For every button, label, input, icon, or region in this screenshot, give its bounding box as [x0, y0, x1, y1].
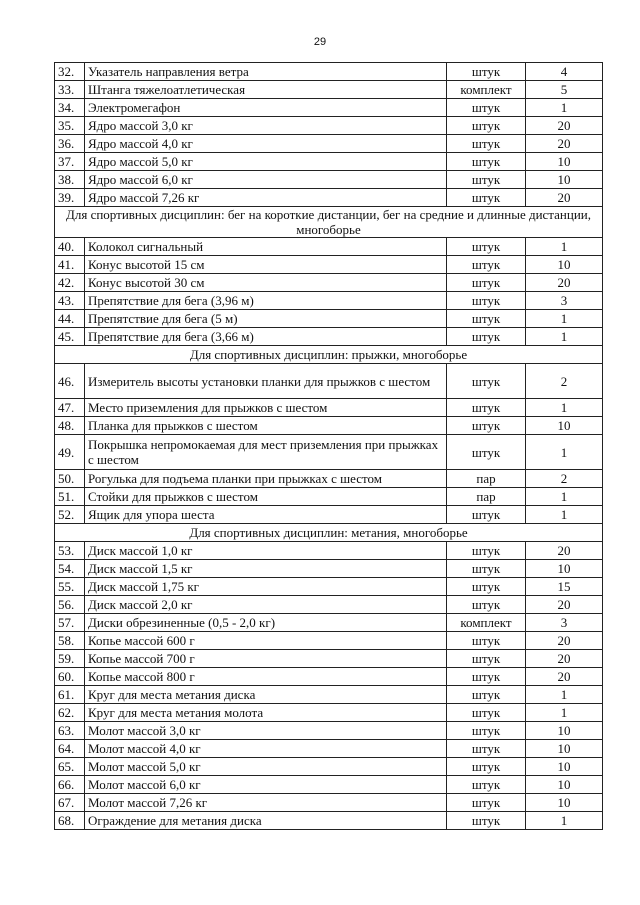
- item-quantity: 10: [526, 417, 603, 435]
- item-quantity: 10: [526, 740, 603, 758]
- item-number: 33.: [55, 81, 85, 99]
- item-quantity: 2: [526, 364, 603, 399]
- item-quantity: 10: [526, 758, 603, 776]
- item-name: Ядро массой 7,26 кг: [85, 189, 447, 207]
- item-quantity: 15: [526, 578, 603, 596]
- item-number: 58.: [55, 632, 85, 650]
- item-number: 38.: [55, 171, 85, 189]
- item-unit: штук: [447, 310, 526, 328]
- item-unit: пар: [447, 488, 526, 506]
- item-quantity: 4: [526, 63, 603, 81]
- section-title: Для спортивных дисциплин: метания, многоборье: [55, 524, 603, 542]
- table-row: [55, 470, 603, 488]
- item-name: Ядро массой 4,0 кг: [85, 135, 447, 153]
- item-quantity: 1: [526, 704, 603, 722]
- item-number: 49.: [55, 435, 85, 470]
- equipment-table-body: [55, 63, 603, 830]
- table-row: [55, 758, 603, 776]
- item-number: 42.: [55, 274, 85, 292]
- item-quantity: 10: [526, 776, 603, 794]
- item-quantity: 1: [526, 310, 603, 328]
- table-row: [55, 274, 603, 292]
- table-row: [55, 506, 603, 524]
- item-unit: штук: [447, 758, 526, 776]
- table-row: [55, 117, 603, 135]
- item-number: 41.: [55, 256, 85, 274]
- item-number: 53.: [55, 542, 85, 560]
- item-unit: комплект: [447, 614, 526, 632]
- item-name: Молот массой 4,0 кг: [85, 740, 447, 758]
- item-quantity: 1: [526, 435, 603, 470]
- item-unit: штук: [447, 812, 526, 830]
- section-header-row: [55, 207, 603, 238]
- item-name: Измеритель высоты установки планки для прыжков с шестом: [85, 364, 447, 399]
- item-quantity: 1: [526, 399, 603, 417]
- item-quantity: 20: [526, 632, 603, 650]
- item-quantity: 1: [526, 506, 603, 524]
- item-name: Электромегафон: [85, 99, 447, 117]
- table-row: [55, 776, 603, 794]
- item-name: Копье массой 700 г: [85, 650, 447, 668]
- table-row: [55, 256, 603, 274]
- item-unit: штук: [447, 189, 526, 207]
- section-title: Для спортивных дисциплин: бег на короткие дистанции, бег на средние и длинные дистанции, многоборье: [55, 207, 603, 238]
- table-row: [55, 632, 603, 650]
- table-row: [55, 153, 603, 171]
- item-name: Планка для прыжков с шестом: [85, 417, 447, 435]
- table-row: [55, 686, 603, 704]
- item-number: 47.: [55, 399, 85, 417]
- item-unit: штук: [447, 560, 526, 578]
- item-unit: штук: [447, 542, 526, 560]
- item-unit: комплект: [447, 81, 526, 99]
- item-number: 56.: [55, 596, 85, 614]
- item-name: Диск массой 1,0 кг: [85, 542, 447, 560]
- item-number: 40.: [55, 238, 85, 256]
- item-unit: штук: [447, 506, 526, 524]
- page-number: 29: [313, 36, 327, 48]
- item-unit: штук: [447, 435, 526, 470]
- item-name: Молот массой 7,26 кг: [85, 794, 447, 812]
- item-unit: штук: [447, 364, 526, 399]
- table-row: [55, 189, 603, 207]
- item-unit: штук: [447, 578, 526, 596]
- item-name: Препятствие для бега (5 м): [85, 310, 447, 328]
- item-number: 54.: [55, 560, 85, 578]
- item-name: Диск массой 1,5 кг: [85, 560, 447, 578]
- item-number: 43.: [55, 292, 85, 310]
- item-name: Место приземления для прыжков с шестом: [85, 399, 447, 417]
- table-row: [55, 417, 603, 435]
- table-row: [55, 560, 603, 578]
- item-name: Копье массой 600 г: [85, 632, 447, 650]
- item-quantity: 1: [526, 686, 603, 704]
- item-name: Диск массой 1,75 кг: [85, 578, 447, 596]
- item-quantity: 20: [526, 135, 603, 153]
- item-quantity: 20: [526, 274, 603, 292]
- item-unit: штук: [447, 238, 526, 256]
- item-unit: штук: [447, 650, 526, 668]
- table-row: [55, 328, 603, 346]
- item-unit: штук: [447, 399, 526, 417]
- item-name: Колокол сигнальный: [85, 238, 447, 256]
- item-quantity: 10: [526, 153, 603, 171]
- item-unit: штук: [447, 686, 526, 704]
- item-number: 39.: [55, 189, 85, 207]
- item-unit: штук: [447, 704, 526, 722]
- item-number: 67.: [55, 794, 85, 812]
- table-row: [55, 596, 603, 614]
- table-row: [55, 99, 603, 117]
- section-header-row: [55, 346, 603, 364]
- item-number: 44.: [55, 310, 85, 328]
- item-name: Ядро массой 6,0 кг: [85, 171, 447, 189]
- item-quantity: 1: [526, 99, 603, 117]
- item-unit: штук: [447, 722, 526, 740]
- item-unit: штук: [447, 776, 526, 794]
- item-number: 52.: [55, 506, 85, 524]
- item-unit: штук: [447, 632, 526, 650]
- item-name: Штанга тяжелоатлетическая: [85, 81, 447, 99]
- item-quantity: 2: [526, 470, 603, 488]
- item-unit: пар: [447, 470, 526, 488]
- item-quantity: 20: [526, 596, 603, 614]
- table-row: [55, 310, 603, 328]
- item-number: 61.: [55, 686, 85, 704]
- item-number: 64.: [55, 740, 85, 758]
- item-unit: штук: [447, 328, 526, 346]
- table-row: [55, 650, 603, 668]
- item-quantity: 1: [526, 238, 603, 256]
- table-row: [55, 364, 603, 399]
- item-quantity: 20: [526, 668, 603, 686]
- item-name: Круг для места метания молота: [85, 704, 447, 722]
- table-row: [55, 238, 603, 256]
- item-quantity: 20: [526, 650, 603, 668]
- item-name: Ядро массой 3,0 кг: [85, 117, 447, 135]
- item-number: 65.: [55, 758, 85, 776]
- table-row: [55, 488, 603, 506]
- item-quantity: 20: [526, 117, 603, 135]
- item-quantity: 20: [526, 189, 603, 207]
- table-row: [55, 292, 603, 310]
- table-row: [55, 435, 603, 470]
- item-number: 59.: [55, 650, 85, 668]
- table-row: [55, 740, 603, 758]
- item-unit: штук: [447, 740, 526, 758]
- table-row: [55, 63, 603, 81]
- item-number: 60.: [55, 668, 85, 686]
- item-number: 46.: [55, 364, 85, 399]
- section-header-row: [55, 524, 603, 542]
- equipment-table: [54, 62, 603, 830]
- table-row: [55, 171, 603, 189]
- item-quantity: 5: [526, 81, 603, 99]
- item-number: 51.: [55, 488, 85, 506]
- item-unit: штук: [447, 668, 526, 686]
- section-title: Для спортивных дисциплин: прыжки, многоборье: [55, 346, 603, 364]
- item-name: Ящик для упора шеста: [85, 506, 447, 524]
- item-unit: штук: [447, 153, 526, 171]
- item-name: Диск массой 2,0 кг: [85, 596, 447, 614]
- table-row: [55, 794, 603, 812]
- item-unit: штук: [447, 135, 526, 153]
- item-name: Препятствие для бега (3,66 м): [85, 328, 447, 346]
- item-number: 55.: [55, 578, 85, 596]
- item-number: 62.: [55, 704, 85, 722]
- item-unit: штук: [447, 417, 526, 435]
- item-name: Рогулька для подъема планки при прыжках с шестом: [85, 470, 447, 488]
- item-number: 48.: [55, 417, 85, 435]
- item-unit: штук: [447, 63, 526, 81]
- item-quantity: 10: [526, 256, 603, 274]
- table-row: [55, 668, 603, 686]
- item-number: 34.: [55, 99, 85, 117]
- item-name: Ядро массой 5,0 кг: [85, 153, 447, 171]
- item-unit: штук: [447, 596, 526, 614]
- item-number: 66.: [55, 776, 85, 794]
- item-quantity: 10: [526, 722, 603, 740]
- item-quantity: 1: [526, 812, 603, 830]
- item-name: Диски обрезиненные (0,5 - 2,0 кг): [85, 614, 447, 632]
- table-row: [55, 578, 603, 596]
- item-quantity: 20: [526, 542, 603, 560]
- item-name: Препятствие для бега (3,96 м): [85, 292, 447, 310]
- table-row: [55, 614, 603, 632]
- table-row: [55, 812, 603, 830]
- item-unit: штук: [447, 292, 526, 310]
- item-unit: штук: [447, 794, 526, 812]
- item-name: Покрышка непромокаемая для мест приземления при прыжках с шестом: [85, 435, 447, 470]
- item-name: Указатель направления ветра: [85, 63, 447, 81]
- item-number: 37.: [55, 153, 85, 171]
- item-number: 57.: [55, 614, 85, 632]
- item-quantity: 3: [526, 292, 603, 310]
- item-unit: штук: [447, 274, 526, 292]
- item-number: 45.: [55, 328, 85, 346]
- item-number: 50.: [55, 470, 85, 488]
- item-unit: штук: [447, 117, 526, 135]
- item-number: 35.: [55, 117, 85, 135]
- table-row: [55, 542, 603, 560]
- item-name: Круг для места метания диска: [85, 686, 447, 704]
- item-unit: штук: [447, 256, 526, 274]
- item-number: 32.: [55, 63, 85, 81]
- table-row: [55, 135, 603, 153]
- table-row: [55, 722, 603, 740]
- item-quantity: 1: [526, 328, 603, 346]
- table-row: [55, 704, 603, 722]
- table-row: [55, 81, 603, 99]
- item-number: 63.: [55, 722, 85, 740]
- item-name: Ограждение для метания диска: [85, 812, 447, 830]
- item-name: Стойки для прыжков с шестом: [85, 488, 447, 506]
- item-quantity: 3: [526, 614, 603, 632]
- item-unit: штук: [447, 99, 526, 117]
- item-name: Конус высотой 15 см: [85, 256, 447, 274]
- item-quantity: 1: [526, 488, 603, 506]
- item-quantity: 10: [526, 794, 603, 812]
- item-unit: штук: [447, 171, 526, 189]
- item-quantity: 10: [526, 171, 603, 189]
- item-name: Молот массой 6,0 кг: [85, 776, 447, 794]
- item-name: Молот массой 5,0 кг: [85, 758, 447, 776]
- item-name: Копье массой 800 г: [85, 668, 447, 686]
- table-row: [55, 399, 603, 417]
- item-quantity: 10: [526, 560, 603, 578]
- item-name: Конус высотой 30 см: [85, 274, 447, 292]
- item-number: 68.: [55, 812, 85, 830]
- item-number: 36.: [55, 135, 85, 153]
- item-name: Молот массой 3,0 кг: [85, 722, 447, 740]
